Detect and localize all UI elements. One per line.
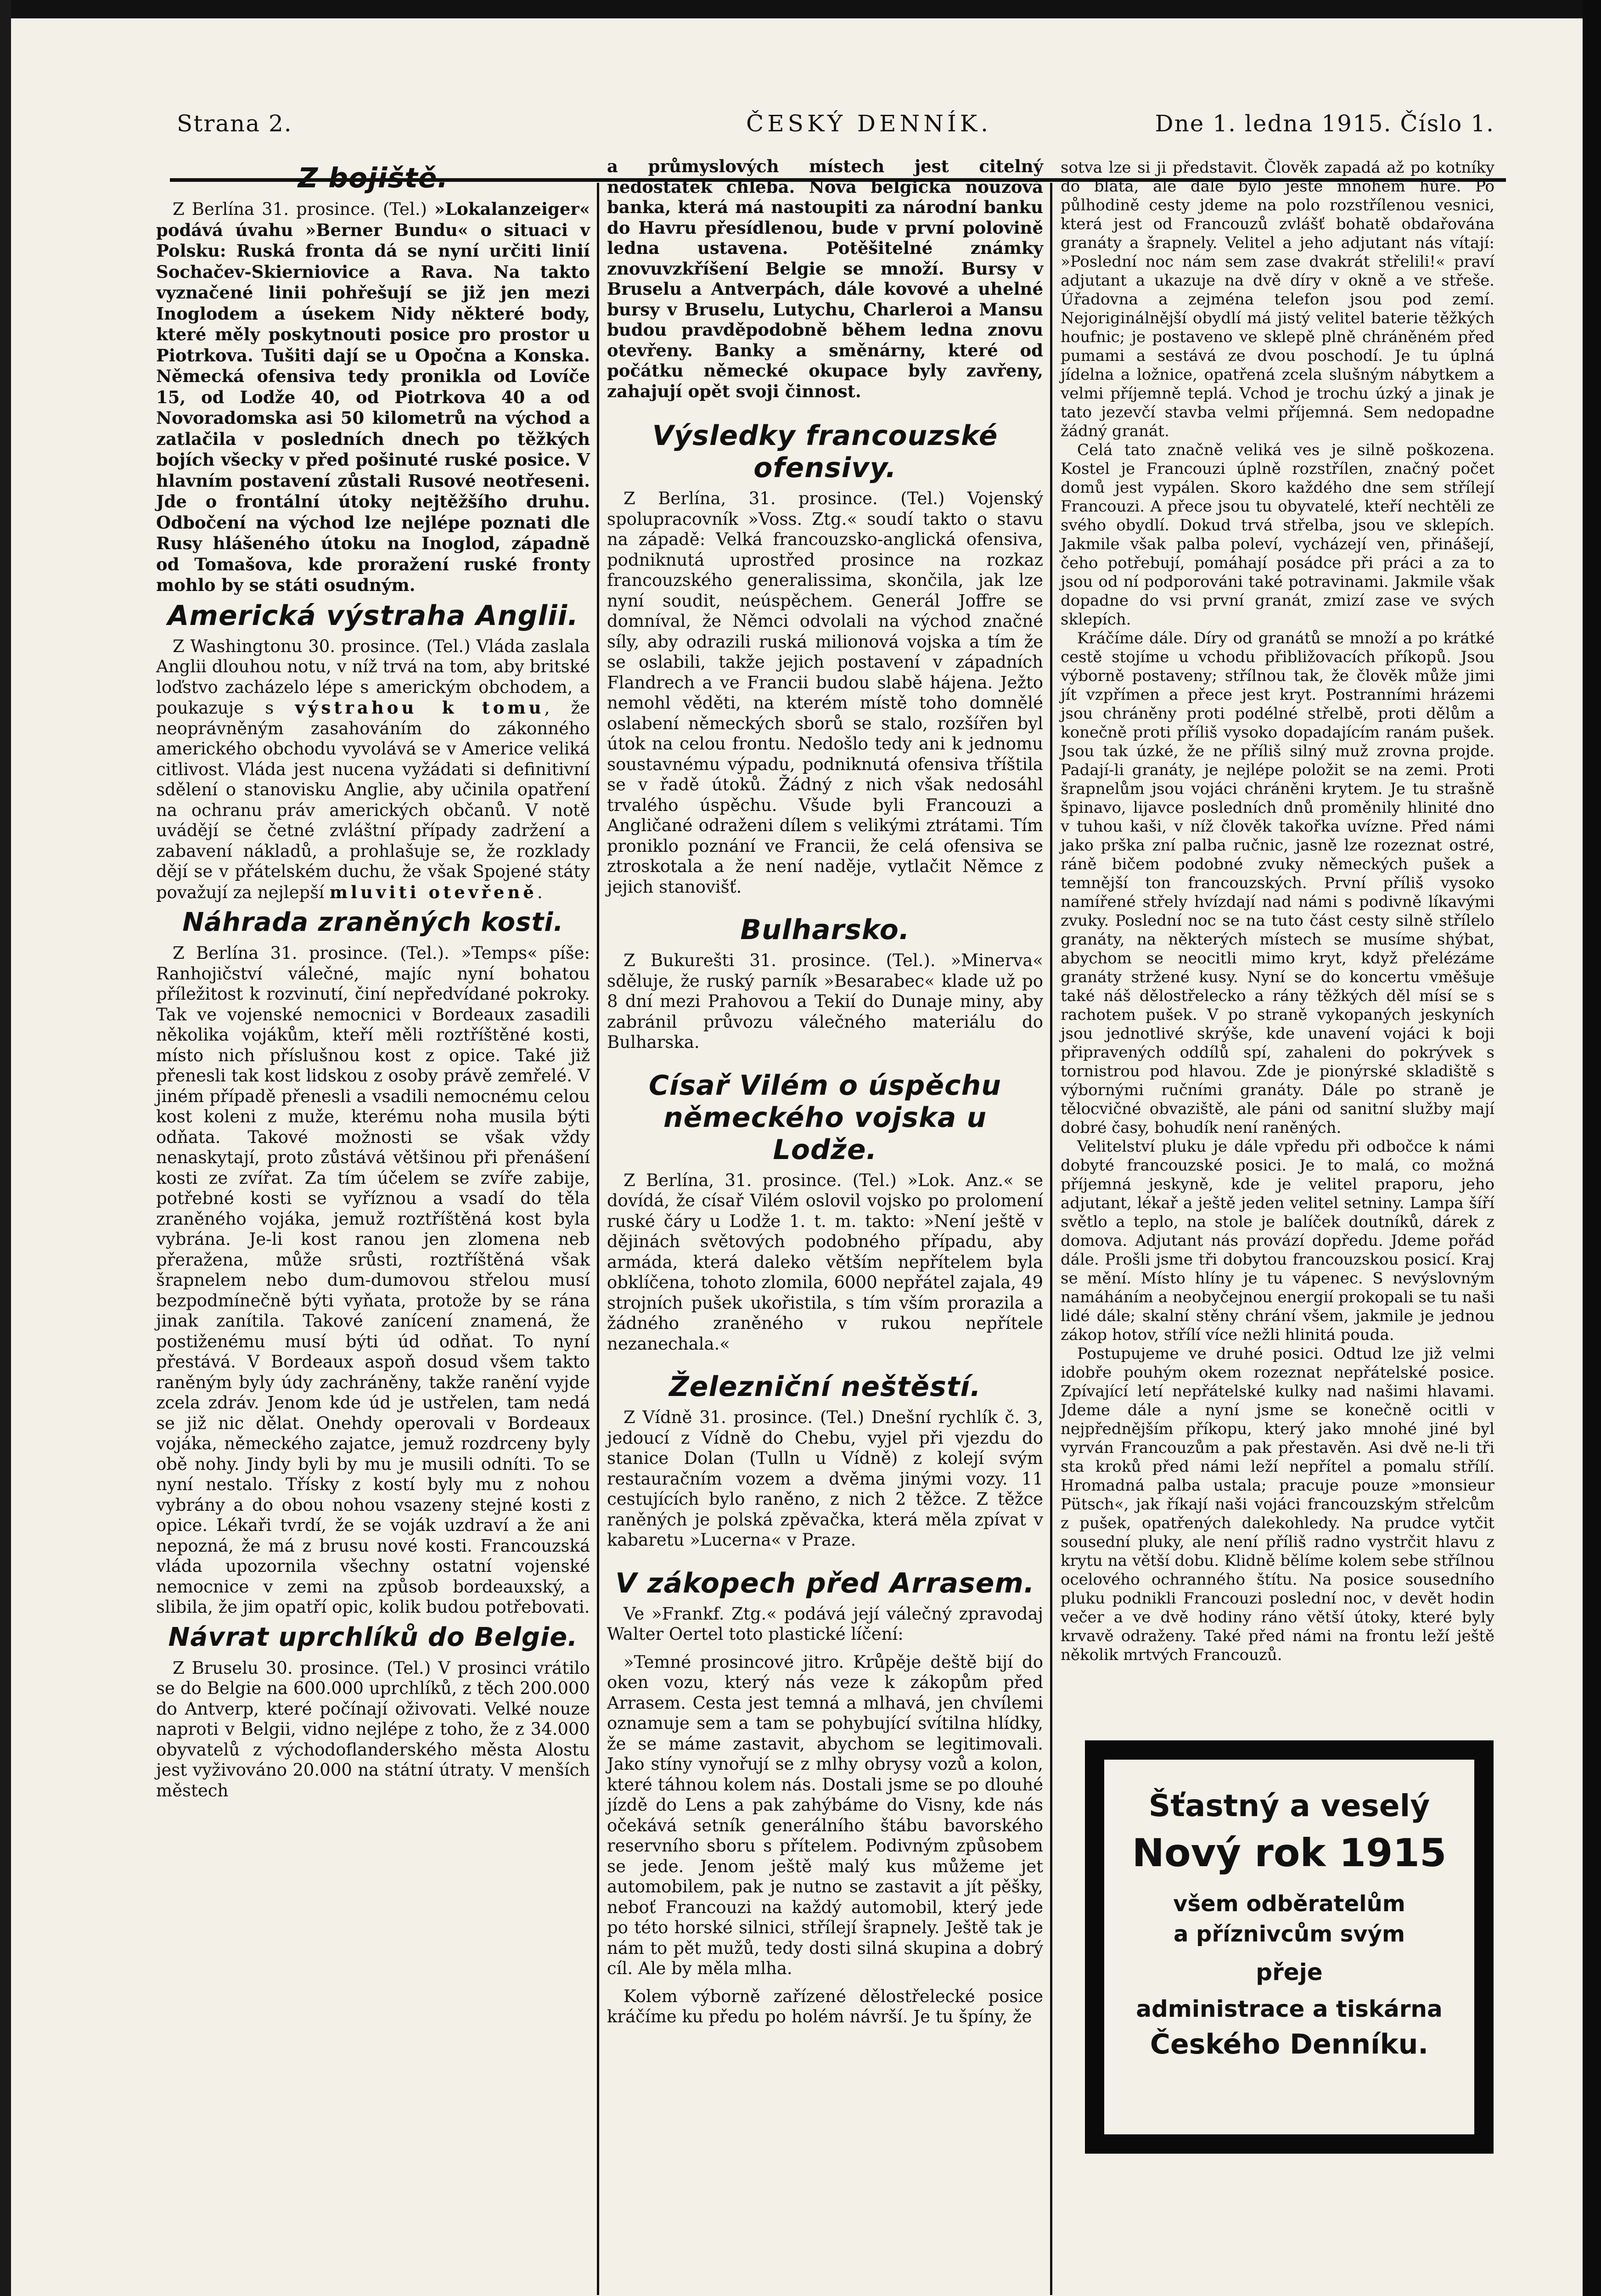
- ad-new-year: Nový rok 1915: [1132, 1830, 1447, 1875]
- column-1: [156, 158, 590, 1801]
- newspaper-title: ČESKÝ DENNÍK.: [746, 110, 992, 137]
- article-paragraph: Velitelství pluku je dále vpředu při odbočce k námi dobyté francouzské posici. Je to malá, co možná příjemná jeskyně, kde je velitel praporu, jeho adjutant, lékař a ještě jeden velitel setniny. Lampa šíří světlo a teplo, na stole je balíček doutníků, dárek z domova. Adjutant nás provází dopředu. Jdeme pořád dále. Prošli jsme tři dobytou francouzskou posicí. Kraj se mění. Místo hlíny je tu vápenec. S nevýslovným namáháním a neobyčejnou energií prokopali se tu naši lidé dále; skalní stěny chrání všem, jakmile je jednou zákop hotov, střílí více nežli hlinitá pouda.: [1061, 1137, 1494, 1344]
- article-body: »Lokalanzeiger« podává úvahu »Berner Bundu« o situaci v Polsku: Ruská fronta dá se nyní určiti linií Sochačev-Skierniovice a Rava. Na takto vyznačené linii pohřešují se již jen mezi Inoglodem a úsekem Nidy některé body, které měly poskytnouti posice pro prostor u Piotrkova. Tušiti dají se u Opočna a Konska. Německá ofensiva tedy pronikla od Lovíče 15, od Lodže 40, od Piotrkova 40 a od Novoradomska asi 50 kilometrů na východ a zatlačila v posledních dnech po těžkých bojích všecky v před pošinuté ruské posice. V hlavním postavení zůstali Rusové neotřeseni. Jde o frontální útoky nejtěžšího druhu. Odbočení na východ lze nejlépe poznati dle Rusy hlášeného útoku na Inoglod, západně od Tomašova, kde proražení ruské fronty mohlo by se státi osudným.: [156, 199, 590, 595]
- article-z-bojiste: [156, 199, 590, 596]
- headline-vysledky-ofensivy: Výsledky francouzské ofensivy.: [652, 420, 998, 484]
- page-header: [177, 110, 1494, 147]
- headline-americka-vystraha: Americká výstraha Anglii.: [167, 599, 579, 632]
- dateline: Z Berlína 31. prosince. (Tel.): [173, 199, 434, 219]
- page-number: Strana 2.: [177, 110, 292, 137]
- scan-border-top: [0, 0, 1601, 18]
- article-cisar-vilem: Z Berlína, 31. prosince. (Tel.) »Lok. Anz.« se dovídá, že císař Vilém oslovil vojsko po prolomení ruské čáry u Lodže 1. t. m. takto: »Není ještě v dějinách světových podobného případu, aby armáda, která daleko větším nepřítelem byla obklíčena, tohoto zlomila, 6000 nepřátel zajala, 49 strojních pušek ukořistila, s tím vším prorazila a žádného zraněného v rukou nepřítele nezanechala.«: [607, 1170, 1043, 1354]
- article-bulharsko: Z Bukurešti 31. prosince. (Tel.). »Minerva« sděluje, že ruský parník »Besarabec« klade už po 8 dní mezi Prahovou a Tekií do Dunaje miny, aby zabránil průvozu válečného materiálu do Bulharska.: [607, 951, 1043, 1052]
- article-v-zakopech-continued: Kolem výborně zařízené dělostřelecké posice kráčíme ku předu po holém návrší. Je tu špíny, že: [607, 1986, 1043, 2026]
- new-year-advertisement: [1085, 1740, 1494, 2154]
- article-paragraph: Postupujeme ve druhé posici. Odtud lze již velmi idobře pouhým okem rozeznat nepřátelské posice. Zpívající letí nepřátelské kulky nad našimi hlavami. Jdeme dále a nyní jsme se konečně ocitli v nejpřednějším příkopu, který jako mnohé jiné byl vyrván Francouzům a pak přestavěn. Asi dvě ne-li tři sta kroků před námi leží nepřítel a pomalu střílí. Hromadná palba ustala; pracuje pouze »monsieur Pütsch«, jak říkají naši vojáci francouzským střelcům z pušek, opatřených dalekohledy. Na prudce vytčit sousední pluky, ale není příliš radno vystrčit hlavu z krytu na větší dobu. Klidně bělíme kolem sebe střílnou ocelového ochranného štítu. Na posice sousedního pluku podnikli Francouzi poslední noc, v devět hodin večer a ve dvě hodiny ráno větší útoky, které byly krvavě odraženy. Také před námi na frontu leží ještě několik mrtvých Francouzů.: [1061, 1345, 1494, 1664]
- column-rule-1: [597, 183, 599, 2295]
- column-rule-2: [1050, 183, 1052, 2295]
- article-body-part: .: [537, 882, 543, 902]
- date-and-issue: Dne 1. ledna 1915. Číslo 1.: [1155, 110, 1494, 137]
- article-zeleznicni-nestesti: Z Vídně 31. prosince. (Tel.) Dnešní rychlík č. 3, jedoucí z Vídně do Chebu, vyjel při vjezdu do stanice Dolan (Tulln u Vídně) z kolejí svým restauračním vozem a dvěma jinými vozy. 11 cestujících bylo raněno, z nich 2 těžce. Z těžce raněných je polská zpěvačka, která měla zpívat v kabaretu »Lucerna« v Praze.: [607, 1407, 1043, 1550]
- headline-zeleznicni-nestesti: Železniční neštěstí.: [669, 1371, 981, 1403]
- headline-cisar-vilem: Císař Vilém o úspěchu německého vojska u Lodže.: [648, 1069, 1002, 1166]
- article-body-part: Z Washingtonu 30. prosince. (Tel.) Vláda zaslala Anglii dlouhou notu, v níž trvá na tom, aby britské loďstvo zacházelo lépe s americkým obchodem, a poukazuje s: [156, 636, 590, 718]
- ad-wishes: přeje: [1256, 1959, 1323, 1986]
- headline-nahrada-kosti: Náhrada zraněných kosti.: [182, 907, 564, 937]
- spaced-text: výstrahou k tomu: [295, 698, 545, 718]
- column-3: [1061, 158, 1494, 1665]
- article-body-part: , že neoprávněným zasahováním do zákonného amerického obchodu vyvolává se v Americe veliká citlivost. Vláda jest nucena vyžádati si definitivní sdělení o stanovisku Anglie, aby učinila opatření na ochranu práv amerických občanů. V notě uvádějí se četné zvláštní případy zadržení a zabavení nákladů, a prohlašuje se, že rozklady dějí se v přátelském duchu, že však Spojené státy považují za nejlepší: [156, 698, 590, 902]
- ad-greeting: Šťastný a veselý: [1148, 1788, 1430, 1823]
- headline-v-zakopech: V zákopech před Arrasem.: [615, 1567, 1035, 1599]
- headline-navrat-uprchliku: Návrat uprchlíků do Belgie.: [168, 1622, 578, 1652]
- headline-bulharsko: Bulharsko.: [740, 914, 910, 946]
- article-vysledky-ofensivy: Z Berlína, 31. prosince. (Tel.) Vojenský spolupracovník »Voss. Ztg.« soudí takto o stavu na západě: Velká francouzsko-anglická ofensiva, podniknutá uprostřed prosince na rozkaz francouzského generalissima, skončila, jak lze nyní soudit, neúspěchem. Generál Joffre se domníval, že Němci odvolali na východ značné síly, aby odrazili ruská milionová vojska a tím že se oslabili, takže jejich postavení v západních Flandrech a ve Francii budou slabě hájena. Ježto nemohl věděti, na kterém místě toho domnělé oslabení německých sborů se stalo, rozšířen byl útok na celou frontu. Nedošlo tedy ani k jednomu soustavnému výpadu, podniknutá ofensiva tříštila se v řadě útoků. Žádný z nich však nedosáhl trvalého úspěchu. Všude byli Francouzi a Angličané odraženi dílem s velikými ztrátami. Tím proniklo poznání ve Francii, že celá ofensiva se ztroskotala a že není naděje, vytlačit Němce z jejich stanovišť.: [607, 489, 1043, 897]
- article-v-zakopech-intro: Ve »Frankf. Ztg.« podává její válečný zpravodaj Walter Oertel toto plastické líčení:: [607, 1604, 1043, 1644]
- ad-sender-1: administrace a tiskárna: [1136, 1996, 1443, 2022]
- advertisement-inner: [1104, 1760, 1474, 2134]
- headline-z-bojiste: Z bojiště.: [298, 162, 449, 194]
- article-continuation: a průmyslových místech jest citelný nedostatek chleba. Nová belgická nouzová banka, která má nastoupiti za národní banku do Havru přesídlenou, bude v první polovině ledna ustavena. Potěšitelné známky znovuvzkříšení Belgie se množí. Bursy v Bruselu a Antverpách, dále kovové a uhelné bursy v Bruselu, Lutychu, Charleroi a Mansu budou pravděpodobně během ledna znovu otevřeny. Banky a směnárny, které od počátku německé okupace byly zavřeny, zahajují opět svoji činnost.: [607, 156, 1043, 401]
- column-2: [607, 156, 1043, 2027]
- scan-border-left: [0, 0, 11, 2296]
- ad-sender-2: Českého Denníku.: [1150, 2028, 1429, 2060]
- article-v-zakopech-body: »Temné prosincové jitro. Krůpěje deště bijí do oken vozu, který nás veze k zákopům před Arrasem. Cesta jest temná a mlhavá, jen chvílemi oznamuje sem a tam se pohybující svítilna hlídky, že se máme zastavit, abychom se legitimovali. Jako stíny vynořují se z mlhy obrysy vozů a kolon, které táhnou kolem nás. Dostali jsme se po dlouhé jízdě do Lens a pak zahýbáme do Visny, kde nás očekává setník generálního štábu bavorského reservního sboru s přítelem. Podivným způsobem se jede. Jenom ještě malý kus můžeme jet automobilem, pak je nutno se zastavit a jít pěšky, neboť Francouzi na každý automobil, který jede po této horské silnici, střílejí šrapnely. Ještě tak je nám to pět mužů, tedy dosti silná skupina a dobrý cíl. Ale by měla mlha.: [607, 1652, 1043, 1978]
- article-paragraph: Celá tato značně veliká ves je silně poškozena. Kostel je Francouzi úplně rozstřílen, značný počet domů jest vypálen. Skoro každého dne sem střílejí Francouzi. A přece jsou tu obyvatelé, kteří nechtěli ze svého obydlí. Dokud trvá střelba, jsou ve sklepích. Jakmile však palba poleví, vycházejí ven, přinášejí, čeho potřebují, pomáhají posádce při práci a za to jsou od ní podporováni také potravinami. Jakmile však dopadne do vsi první granát, zmizí zase ve svých sklepích.: [1061, 441, 1494, 629]
- article-paragraph: Kráčíme dále. Díry od granátů se množí a po krátké cestě stojíme u vchodu přibližovacích příkopů. Jsou výborně postaveny; střílnou tak, že člověk může jimi jít vzpřímen a přece jest kryt. Postranními hrázemi jsou chráněny proti podélné střelbě, proti dělům a konečně proti příliš vysoko dopadajícím ranám pušek. Jsou tak úzké, že ne příliš silný muž zrovna projde. Padají-li granáty, je nejlépe položit se na zemi. Proti šrapnelům jsou vojáci chráněni krytem. Je tu strašně špinavo, lijavce posledních dnů proměnily hlinité dno v tuhou kaši, v níž člověk takořka uvízne. Před námi jako prška zní palba ručnic, jasně lze rozeznat ostré, ráně bičem podobné zvuky německých pušek a temnější ton francouzských. První příliš vysoko namířené střely hvízdají nad námi s podivně líkavými zvuky. Poslední noc se na tuto část cesty silně střílelo granáty, na některých místech se musíme shýbat, abychom se neocitli mimo kryt, když přelézáme granáty stržené kusy. Nyní se do koncertu vměšuje také náš dělostřelecko a rány těžkých děl mísí se s rachotem pušek. V po straně vykopaných jeskyních jsou jednotlivé skrýše, kde unavení vojáci k boji připravených oddílů spí, zahaleni do pokrývek s tornistrou pod hlavou. Zde je pionýrské skladiště s výbornými ručními granáty. Dále po straně je tělocvičné obvaziště, ale páni od sanitní služby mají dobré časy, bohudík není raněných.: [1061, 629, 1494, 1137]
- scan-border-right: [1583, 0, 1601, 2296]
- article-navrat-uprchliku: Z Bruselu 30. prosince. (Tel.) V prosinci vrátilo se do Belgie na 600.000 uprchlíků, z těch 200.000 do Antverp, které počínají oživovati. Velké nouze naproti v Belgii, vidno nejlépe z toho, že z 34.000 obyvatelů z východoflanderského města Alostu jest vyživováno 20.000 na státní útraty. V menších městech: [156, 1658, 590, 1801]
- article-nahrada-kosti: Z Berlína 31. prosince. (Tel.). »Temps« píše: Ranhojičství válečné, majíc nyní bohatou příležitost k rozvinutí, činí nepředvídané pokroky. Tak ve vojenské nemocnici v Bordeaux zasadili několika vojákům, kteří měli roztříštěné kosti, místo nich příslušnou kost z opice. Také již přenesli tak kost lidskou z osoby právě zemřelé. V jiném případě přenesli a vsadili nemocnému celou kost koleni z muže, kterému noha musila býti odňata. Takové možnosti se však vždy nenaskytají, proto zůstává většinou při přenášení kosti ze zvířat. Za tím účelem se zvíře zabije, potřebné kosti se vyříznou a vsadí do těla zraněného vojáka, jemuž roztříštěná kost byla vybrána. Je-li kost ranou jen zlomena neb přeražena, může srůsti, roztříštěná však šrapnelem nebo dum-dumovou střelou musí bezpodmínečně býti vyňata, protože by se rána jinak zanítila. Takové zanícení znamená, že postiženému musí býti úd odňat. To nyní přestává. V Bordeaux aspoň dosud všem takto raněným byly údy zachráněny, takže ranění vyjde zcela zdráv. Jenom kde úd je ustřelen, tam nedá se již nic dělat. Onehdy operovali v Bordeaux vojáka, německého zajatce, jemuž rozdrceny byly obě nohy. Jindy byli by mu je musili odníti. To se nyní nestalo. Třísky z kostí byly mu z nohou vybrány a do obou nohou vsazeny stejné kosti z opice. Lékaři tvrdí, že se voják uzdraví a že ani nepozná, že má z brusu nové kosti. Francouzská vláda upozornila všechny ostatní vojenské nemocnice v zemi na způsob bordeauxský, a slibila, že jim opatří opic, kolik budou potřebovati.: [156, 943, 590, 1617]
- spaced-text: mluviti otevřeně: [329, 882, 537, 902]
- article-v-zakopech-continuation: sotva lze si ji představit. Člověk zapadá až po kotníky do bláta, ale dále bylo ještě mnohem hůře. Po půlhodině cesty jdeme na polo rozstřílenou vesnici, která jest od Francouzů zvlášť bohatě obdařována granáty a šrapnely. Velitel a jeho adjutant nás vítají: »Poslední noc nám sem zase dvakrát střelili!« praví adjutant a ukazuje na dvě díry v okně a ve střeše. Úřadovna a zejména telefon jsou pod zemí. Nejoriginálnější obydlí má jistý velitel baterie těžkých houfnic; je postaveno ve sklepě plně chráněném před pumami a sestává ze dvou poschodí. Je tu úplná jídelna a ložnice, opatřená zcela slušným nábytkem a velmi příjemně teplá. Vchod je trochu úzký a jinak je tato jezevčí stavba velmi příjemná. Sem nedopadne žádný granát.: [1061, 158, 1494, 440]
- ad-recipients-2: a příznivcům svým: [1174, 1921, 1405, 1947]
- article-americka-vystraha: [156, 636, 590, 903]
- ad-recipients-1: všem odběratelům: [1173, 1891, 1405, 1917]
